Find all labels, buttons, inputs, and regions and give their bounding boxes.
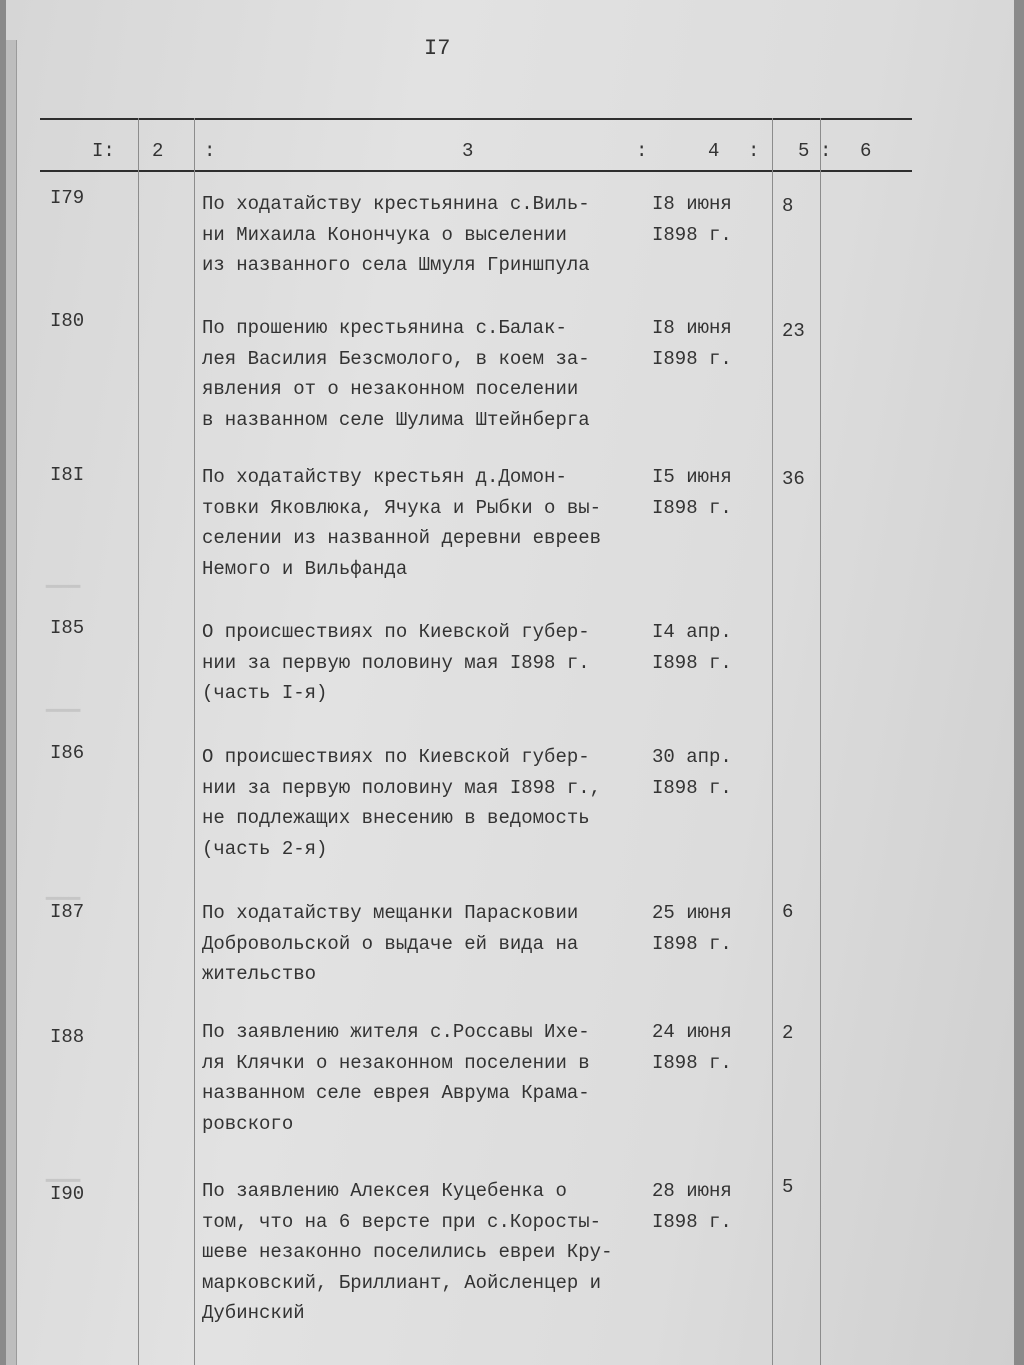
bleed-through-mark: ▁▁▁	[46, 691, 81, 713]
header-colon: :	[820, 140, 832, 162]
header-col-2: 2	[152, 140, 164, 162]
entry-sheets: 23	[782, 320, 805, 342]
header-col-4: 4	[708, 140, 720, 162]
entry-number: I8I	[50, 464, 85, 486]
header-col-3: 3	[462, 140, 474, 162]
entry-description: О происшествиях по Киевской губер- нии за первую половину мая I898 г. (часть I-я)	[202, 621, 590, 704]
bleed-through-mark: ▁▁▁	[46, 567, 81, 589]
header-colon: :	[636, 140, 648, 162]
entry-description: О происшествиях по Киевской губер- нии за первую половину мая I898 г., не подлежащих внесению в ведомость (часть 2-я)	[202, 746, 602, 860]
header-bottom-rule	[40, 170, 912, 172]
entry-date: 28 июня I898 г.	[652, 1180, 732, 1233]
entry-number: I87	[50, 901, 85, 923]
entry-sheets: 2	[782, 1022, 794, 1044]
entry-date: 25 июня I898 г.	[652, 902, 732, 955]
page-number: I7	[424, 36, 451, 61]
header-top-rule	[40, 118, 912, 120]
entry-sheets: 36	[782, 468, 805, 490]
entry-date: I8 июня I898 г.	[652, 193, 732, 246]
entry-sheets: 5	[782, 1176, 794, 1198]
binding-edge	[6, 40, 17, 1365]
header-col-6: 6	[860, 140, 872, 162]
bleed-through-mark: ▁▁▁	[46, 1161, 81, 1183]
entry-number: I85	[50, 617, 85, 639]
entry-date: I5 июня I898 г.	[652, 466, 732, 519]
column-divider	[772, 118, 773, 1365]
header-col-5: 5	[798, 140, 810, 162]
entry-description: По прошению крестьянина с.Балак- лея Василия Безсмолого, в коем за- явления от о незаконном поселении в названном селе Шулима Штейнберга	[202, 317, 590, 431]
header-colon: :	[204, 140, 216, 162]
entry-number: I79	[50, 187, 85, 209]
header-colon: :	[748, 140, 760, 162]
document-page	[6, 0, 1014, 1365]
entry-number: I90	[50, 1183, 85, 1205]
entry-description: По ходатайству крестьян д.Домон- товки Яковлюка, Ячука и Рыбки о вы- селении из названной деревни евреев Немого и Вильфанда	[202, 466, 602, 580]
entry-date: I4 апр. I898 г.	[652, 621, 732, 674]
entry-description: По заявлению Алексея Куцебенка о том, что на 6 версте при с.Коросты- шеве незаконно поселились евреи Кру- марковский, Бриллиант, Аойсленцер и Дубинский	[202, 1180, 613, 1324]
entry-sheets: 8	[782, 195, 794, 217]
entry-description: По заявлению жителя с.Россавы Ихе- ля Клячки о незаконном поселении в названном селе еврея Аврума Крама- ровского	[202, 1021, 590, 1135]
entry-date: 24 июня I898 г.	[652, 1021, 732, 1074]
entry-number: I86	[50, 742, 85, 764]
column-divider	[138, 118, 139, 1365]
entry-date: 30 апр. I898 г.	[652, 746, 732, 799]
column-divider	[194, 118, 195, 1365]
entry-number: I88	[50, 1026, 85, 1048]
entry-date: I8 июня I898 г.	[652, 317, 732, 370]
column-divider	[820, 118, 821, 1365]
bleed-through-mark: ▁▁▁	[46, 879, 81, 901]
header-col-1: I:	[92, 140, 115, 162]
entry-description: По ходатайству крестьянина с.Виль- ни Михаила Конончука о выселении из названного села Шмуля Гриншпула	[202, 193, 590, 276]
entry-number: I80	[50, 310, 85, 332]
entry-description: По ходатайству мещанки Парасковии Добровольской о выдаче ей вида на жительство	[202, 902, 579, 985]
entry-sheets: 6	[782, 901, 794, 923]
